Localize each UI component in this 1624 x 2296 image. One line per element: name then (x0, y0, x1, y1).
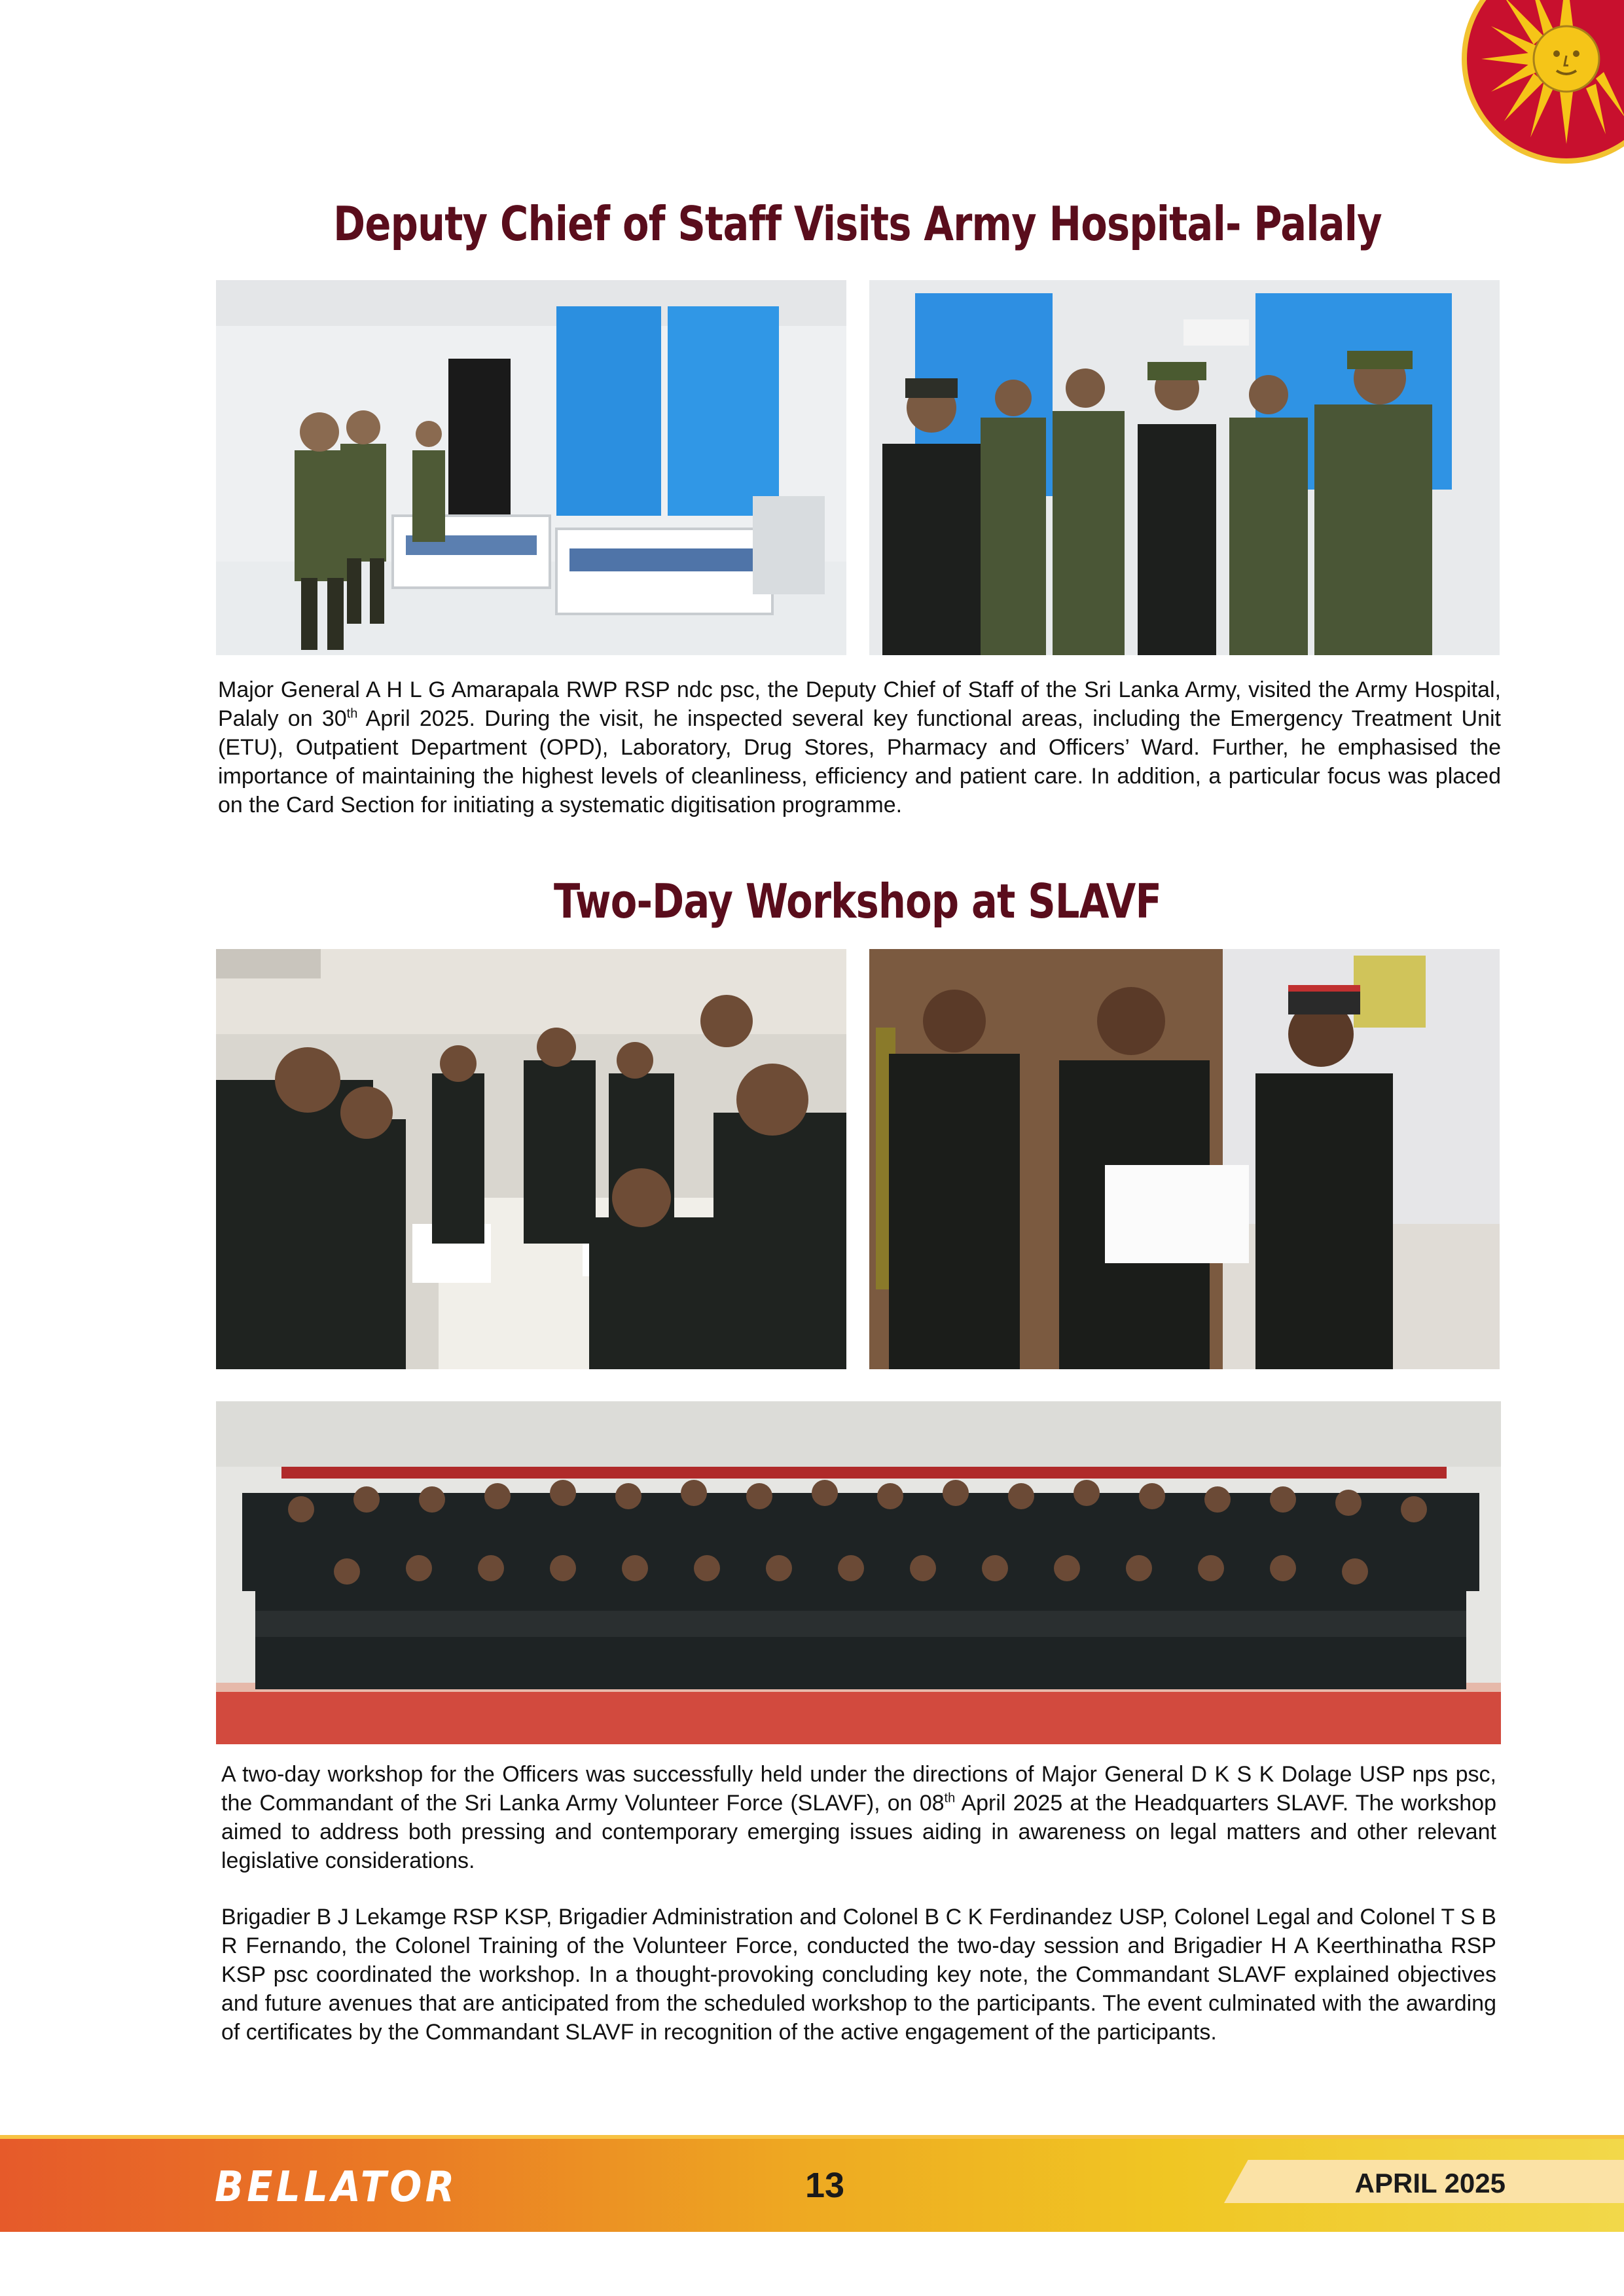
ordinal-superscript: th (944, 1791, 956, 1806)
article-body-part: Major General A H L G Amarapala RWP RSP ndc psc, the Deputy Chief of Staff of the Sri Lanka Army, visited the Army Hospital, Palaly on 30 (218, 677, 1501, 731)
officers-group-photo (869, 280, 1500, 655)
article-body-text (221, 1760, 1496, 1875)
magazine-logo: BELLATOR (215, 2163, 458, 2212)
article-body-text (218, 675, 1501, 819)
certificate-awarding-photo (869, 949, 1500, 1369)
sun-emblem-logo (1452, 0, 1624, 175)
article-body-part: A two-day workshop for the Officers was successfully held under the directions of Major General D K S K Dolage USP nps psc, the Commandant of the Sri Lanka Army Volunteer Force (SLAVF), on 08 (221, 1762, 1496, 1816)
issue-date: APRIL 2025 (1354, 2168, 1506, 2198)
article-headline: Two-Day Workshop at SLAVF (554, 874, 1161, 929)
ordinal-superscript: th (346, 706, 358, 721)
page-number: 13 (804, 2166, 845, 2205)
group-photo (216, 1401, 1501, 1744)
article-body-text: Brigadier B J Lekamge RSP KSP, Brigadier Administration and Colonel B C K Ferdinandez USP, Colonel Legal and Colonel T S B R Fernando, the Colonel Training of the Volunteer Force, conducted the two-day session and Brigadier H A Keerthinatha RSP KSP psc coordinated the workshop. In a thought-provoking concluding key note, the Commandant SLAVF explained objectives and future avenues that are anticipated from the scheduled workshop to the participants. The event culminated with the awarding of certificates by the Commandant SLAVF in recognition of the active engagement of the participants. (221, 1905, 1496, 2045)
article-body-part: April 2025. During the visit, he inspected several key functional areas, including the Emergency Treatment Unit (ETU), Outpatient Department (OPD), Laboratory, Drug Stores, Pharmacy and Officers’ Ward. Further, he emphasised the importance of maintaining the highest levels of cleanliness, efficiency and patient care. In addition, a particular focus was placed on the Card Section for initiating a systematic digitisation programme. (218, 706, 1501, 817)
hospital-ward-photo (216, 280, 846, 655)
footer-stripe (0, 2135, 1624, 2139)
workshop-photo (216, 949, 846, 1369)
article-body-part: April 2025 at the Headquarters SLAVF. The workshop aimed to address both pressing and contemporary emerging issues aiding in awareness on legal matters and other relevant legislative considerations. (221, 1791, 1496, 1873)
article-headline: Deputy Chief of Staff Visits Army Hospital- Palaly (333, 196, 1382, 251)
